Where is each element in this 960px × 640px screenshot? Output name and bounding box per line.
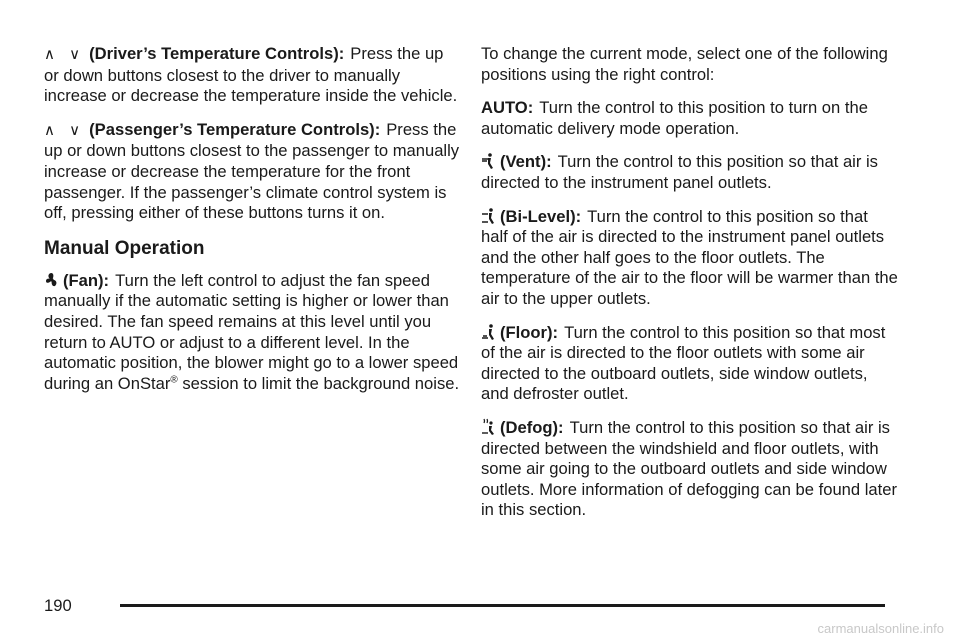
fan-text: Turn the left control to adjust the fan speed manually if the automatic setting is higher or lower than desired. The fan speed remains at this level until you return to AUTO or adjust to a different level. In the automatic position, the blower might go to a lower speed during an OnStar [44,270,459,393]
auto-label: AUTO: [481,98,534,118]
auto-text: Turn the control to this position to turn on the automatic delivery mode operation. [481,98,868,138]
bilevel-text: Turn the control to this position so that half of the air is directed to the instrument panel outlets and the other half goes to the floor outlets. The temperature of the air to the floor will be warmer than the air to the upper outlets. [481,206,898,308]
defog-text: Turn the control to this position so that air is directed between the windshield and floor outlets, with some air going to the outboard outlets and side window outlets. More information of defogging can be found later in this section. [481,417,898,520]
fan-paragraph [44,271,462,395]
up-down-arrows-icon: ∧ ∨ [44,121,86,139]
page-footer [44,596,884,616]
passenger-temp-label: (Passenger’s Temperature Controls): [89,119,381,139]
floor-text: Turn the control to this position so that most of the air is directed to the floor outlets with some air directed to the outboard outlets, side window outlets, and defroster outlet. [481,322,886,404]
fan-icon [44,271,60,289]
vent-mode-icon [481,152,497,170]
defog-paragraph [481,418,899,521]
floor-label: (Floor): [500,322,559,342]
floor-paragraph [481,323,899,405]
auto-paragraph [481,98,899,139]
defog-label: (Defog): [500,417,564,437]
driver-temp-text: Press the up or down buttons closest to the driver to manually increase or decrease the temperature inside the vehicle. [44,44,458,106]
up-down-arrows-icon: ∧ ∨ [44,46,86,63]
right-column [481,44,899,534]
watermark: carmanualsonline.info [817,621,944,636]
fan-label: (Fan): [63,270,110,290]
bilevel-paragraph [481,207,899,310]
floor-mode-icon [481,323,497,341]
section-heading: Manual Operation [44,237,205,259]
fan-text-end: session to limit the background noise. [177,373,460,393]
vent-label: (Vent): [500,152,552,172]
passenger-temp-paragraph [44,120,462,224]
bi-level-mode-icon [481,207,497,225]
page-number: 190 [44,596,72,615]
mode-intro: To change the current mode, select one of the following positions using the right control: [481,44,888,84]
defog-mode-icon [481,418,497,436]
passenger-temp-text: Press the up or down buttons closest to the passenger to manually increase or decrease the temperature for the front passenger. If the passenger’s climate control system is off, pressing either of these buttons turns it on. [44,119,460,223]
footer-rule [120,604,885,607]
vent-text: Turn the control to this position so that air is directed to the instrument panel outlets. [481,152,878,192]
registered-mark: ® [170,374,178,386]
left-column [44,44,462,407]
driver-temp-label: (Driver’s Temperature Controls): [89,44,345,63]
vent-paragraph [481,152,899,193]
bilevel-label: (Bi-Level): [500,206,582,226]
driver-temp-paragraph [44,44,462,107]
